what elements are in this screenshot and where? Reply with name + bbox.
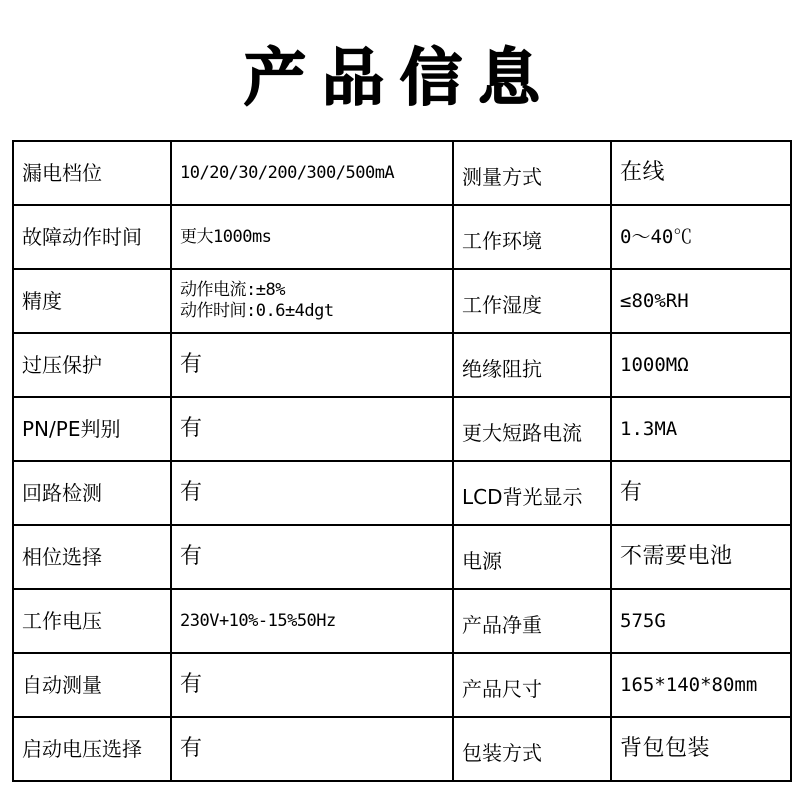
spec-label: 绝缘阻抗: [453, 333, 611, 397]
table-row: [13, 141, 791, 205]
table-row: [13, 653, 791, 717]
spec-value: 背包包装: [611, 717, 791, 781]
spec-value: 有: [171, 653, 453, 717]
spec-label: 产品尺寸: [453, 653, 611, 717]
table-row: [13, 525, 791, 589]
spec-value: 有: [611, 461, 791, 525]
spec-value: ≤80%RH: [611, 269, 791, 333]
spec-label: 自动测量: [13, 653, 171, 717]
spec-label: PN/PE判别: [13, 397, 171, 461]
spec-value: 有: [171, 397, 453, 461]
spec-label: 更大短路电流: [453, 397, 611, 461]
spec-value: 在线: [611, 141, 791, 205]
spec-value: 575G: [611, 589, 791, 653]
table-row: [13, 461, 791, 525]
spec-value: 有: [171, 333, 453, 397]
spec-label: 相位选择: [13, 525, 171, 589]
table-row: [13, 589, 791, 653]
spec-label: 故障动作时间: [13, 205, 171, 269]
spec-label: 工作环境: [453, 205, 611, 269]
spec-value: [171, 269, 453, 333]
spec-value: 有: [171, 525, 453, 589]
spec-label: 产品净重: [453, 589, 611, 653]
spec-value-line: 动作电流:±8%: [180, 280, 285, 300]
spec-label: LCD背光显示: [453, 461, 611, 525]
spec-value: 不需要电池: [611, 525, 791, 589]
spec-value: 165*140*80mm: [611, 653, 791, 717]
spec-value: 0～40℃: [611, 205, 791, 269]
spec-label: 工作电压: [13, 589, 171, 653]
table-row: [13, 205, 791, 269]
spec-value: 230V+10%-15%50Hz: [171, 589, 453, 653]
page-title: 产品信息: [243, 41, 556, 114]
spec-value: 有: [171, 717, 453, 781]
table-row: [13, 333, 791, 397]
spec-value: 1000MΩ: [611, 333, 791, 397]
spec-label: 精度: [13, 269, 171, 333]
spec-label: 启动电压选择: [13, 717, 171, 781]
spec-label: 测量方式: [453, 141, 611, 205]
spec-value: 10/20/30/200/300/500mA: [171, 141, 453, 205]
spec-label: 电源: [453, 525, 611, 589]
spec-value: 有: [171, 461, 453, 525]
table-row: [13, 397, 791, 461]
table-row: [13, 269, 791, 333]
table-row: [13, 717, 791, 781]
spec-label: 漏电档位: [13, 141, 171, 205]
spec-label: 回路检测: [13, 461, 171, 525]
spec-value-line: 动作时间:0.6±4dgt: [180, 301, 334, 321]
spec-value: 1.3MA: [611, 397, 791, 461]
product-spec-table: [12, 140, 792, 782]
spec-value: 更大1000ms: [171, 205, 453, 269]
spec-label: 工作湿度: [453, 269, 611, 333]
spec-label: 包装方式: [453, 717, 611, 781]
spec-label: 过压保护: [13, 333, 171, 397]
